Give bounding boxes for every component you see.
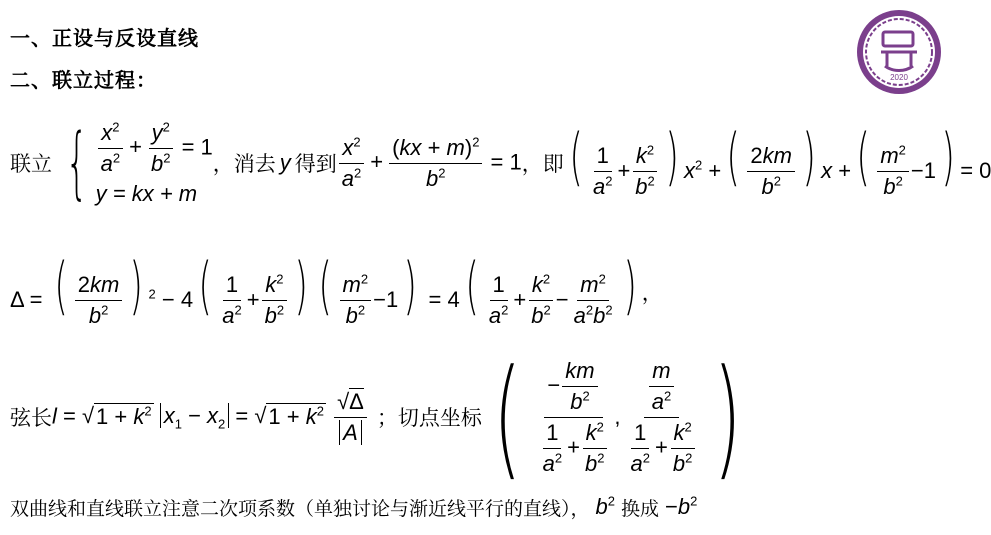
label-combine: 联立 xyxy=(10,152,52,176)
equation-line-1 xyxy=(10,108,991,218)
equation-system xyxy=(52,120,213,207)
ellipse-equation: $\frac{x^2}{a^2}$ + $\frac{y^2}{b^2}$ = 1 xyxy=(96,120,213,177)
school-seal-logo xyxy=(855,8,943,96)
tangent-point-formula: ( − $\frac{km}{b^2}$ $\frac{1}{a^2}$ + $\frac{k^2}{b^2}$ , $\frac{m}{a^2}$ $\frac{1}{a^2}$ + $\frac{k^2}{b^2}$ ) xyxy=(493,341,742,493)
left-brace: { xyxy=(65,118,88,208)
b-squared: $b^2$ xyxy=(595,493,615,519)
text-get: 得到 xyxy=(294,152,337,176)
equation-line-3 xyxy=(10,341,753,493)
var-y: y xyxy=(279,150,291,175)
text-ie: ，即 xyxy=(521,152,564,176)
logo-year: 2020 xyxy=(890,73,908,82)
comma: ， xyxy=(641,281,663,305)
label-chord-length: 弦长 xyxy=(10,406,52,430)
text-eliminate: ，消去 xyxy=(212,152,276,176)
hyperbola-note: 双曲线和直线联立注意二次项系数（单独讨论与渐近线平行的直线）， xyxy=(10,497,590,520)
equation-line-2 xyxy=(10,248,663,332)
line-equation: y = kx + m xyxy=(95,180,198,206)
neg-b-squared: $-b^2$ xyxy=(665,493,698,519)
text-replace: 换成 xyxy=(621,497,660,520)
note-line xyxy=(10,492,697,522)
chord-length-formula: l = √ $1 + k^2$ $x_1 - x_2$ = √ $1 + k^2$ $\frac{√\Delta}{A}$ xyxy=(52,389,369,446)
substituted-equation: $\frac{x^2}{a^2}$ + $\frac{(kx + m)^2}{b^2}$ = 1 xyxy=(337,135,522,192)
label-tangent-point: ；切点坐标 xyxy=(376,406,482,430)
section-heading-1: 一、正设与反设直线 xyxy=(10,26,199,50)
discriminant-equation: Δ = ( $\frac{2km}{b^2}$ ) $^2$ − 4( $\frac{1}{a^2}$ + $\frac{k^2}{b^2}$ ) ( $\frac{m^2}{b^2}$ −1) = 4( $\frac{1}{a^2}$ + $\frac{k^2}{b^2}$ − $\frac{m^2}{a^2b^2}$ ) xyxy=(10,248,637,329)
quadratic-equation: ( $\frac{1}{a^2}$ + $\frac{k^2}{b^2}$ ) $x^2$ +( $\frac{2km}{b^2}$ ) x +( $\frac{m^2}{b^2}$ −1) = 0 xyxy=(569,119,991,200)
section-heading-2: 二、联立过程： xyxy=(10,68,157,92)
